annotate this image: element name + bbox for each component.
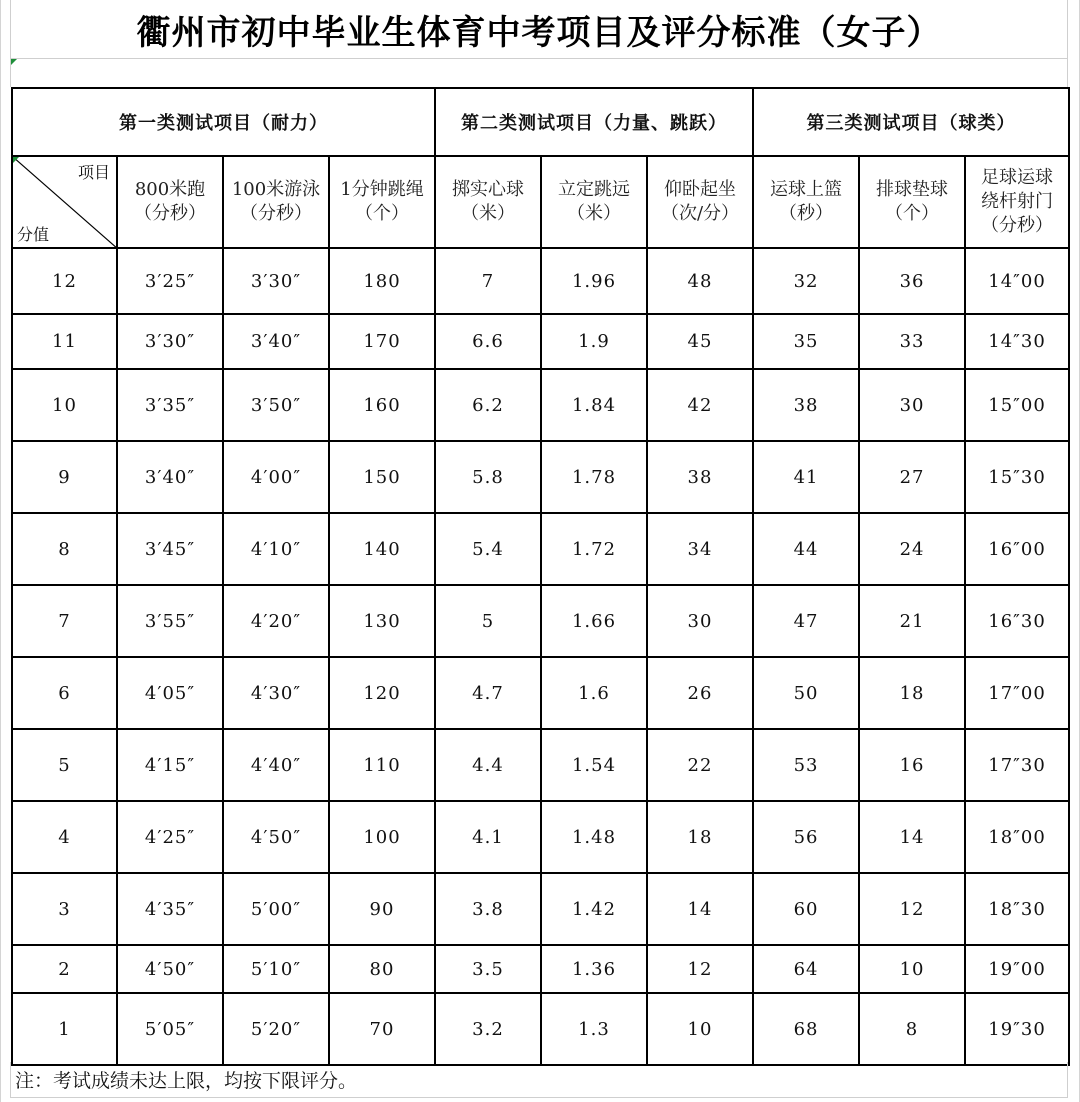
column-header-line: （分秒）	[240, 203, 312, 224]
column-header-line: 100米游泳	[231, 179, 321, 200]
table-cell[interactable]: 60	[753, 873, 859, 945]
category-header[interactable]: 第一类测试项目（耐力）	[12, 88, 435, 156]
column-header-row	[12, 156, 1069, 248]
table-cell[interactable]: 35	[753, 314, 859, 369]
table-cell[interactable]: 5′05″	[117, 993, 223, 1065]
table-cell[interactable]: 56	[753, 801, 859, 873]
column-header-line: （米）	[567, 203, 621, 224]
table-cell[interactable]: 3′35″	[117, 369, 223, 441]
score-cell[interactable]: 5	[12, 729, 117, 801]
column-header[interactable]	[647, 156, 753, 248]
table-cell[interactable]: 14″30	[965, 314, 1069, 369]
table-cell[interactable]: 50	[753, 657, 859, 729]
score-cell[interactable]: 2	[12, 945, 117, 993]
table-cell[interactable]: 110	[329, 729, 435, 801]
table-cell[interactable]: 3′30″	[223, 248, 329, 314]
score-cell[interactable]: 12	[12, 248, 117, 314]
table-row	[12, 801, 1069, 873]
table-cell[interactable]: 14	[647, 873, 753, 945]
diagonal-corner-cell[interactable]	[12, 156, 117, 248]
table-cell[interactable]: 1.36	[541, 945, 647, 993]
table-row	[12, 585, 1069, 657]
column-header[interactable]	[753, 156, 859, 248]
table-cell[interactable]: 80	[329, 945, 435, 993]
table-cell[interactable]: 18″30	[965, 873, 1069, 945]
table-row	[12, 993, 1069, 1065]
table-row	[12, 369, 1069, 441]
table-cell[interactable]: 17″30	[965, 729, 1069, 801]
table-cell[interactable]: 27	[859, 441, 965, 513]
table-cell[interactable]: 21	[859, 585, 965, 657]
table-cell[interactable]: 1.78	[541, 441, 647, 513]
column-header-line: 800米跑	[134, 179, 206, 200]
table-cell[interactable]: 4′15″	[117, 729, 223, 801]
table-cell[interactable]: 14	[859, 801, 965, 873]
title-cell[interactable]	[10, 0, 1068, 59]
score-cell[interactable]: 10	[12, 369, 117, 441]
table-cell[interactable]: 4′40″	[223, 729, 329, 801]
table-row	[12, 945, 1069, 993]
column-header[interactable]	[541, 156, 647, 248]
table-cell[interactable]: 30	[647, 585, 753, 657]
table-cell[interactable]: 4′30″	[223, 657, 329, 729]
table-cell[interactable]: 19″30	[965, 993, 1069, 1065]
table-cell[interactable]: 41	[753, 441, 859, 513]
table-cell[interactable]: 3′45″	[117, 513, 223, 585]
table-cell[interactable]: 16	[859, 729, 965, 801]
table-cell[interactable]: 19″00	[965, 945, 1069, 993]
table-row	[12, 248, 1069, 314]
table-cell[interactable]: 4.4	[435, 729, 541, 801]
table-cell[interactable]: 170	[329, 314, 435, 369]
column-header-line: 绕杆射门	[981, 191, 1054, 212]
table-cell[interactable]: 1.54	[541, 729, 647, 801]
table-cell[interactable]: 53	[753, 729, 859, 801]
page-title: 衢州市初中毕业生体育中考项目及评分标准（女子）	[136, 12, 942, 53]
table-cell[interactable]: 48	[647, 248, 753, 314]
table-cell[interactable]: 5′00″	[223, 873, 329, 945]
column-header-line: 仰卧起坐	[664, 179, 736, 200]
column-header-line: （个）	[885, 203, 940, 224]
table-cell[interactable]: 26	[647, 657, 753, 729]
table-cell[interactable]: 14″00	[965, 248, 1069, 314]
column-header[interactable]	[223, 156, 329, 248]
table-cell[interactable]: 3.5	[435, 945, 541, 993]
table-cell[interactable]: 45	[647, 314, 753, 369]
score-cell[interactable]: 3	[12, 873, 117, 945]
table-cell[interactable]: 5.8	[435, 441, 541, 513]
footnote-text: 注：考试成绩未达上限，均按下限评分。	[15, 1070, 358, 1092]
empty-row[interactable]	[10, 59, 1068, 87]
corner-score-label: 分值	[17, 225, 50, 244]
table-cell[interactable]: 70	[329, 993, 435, 1065]
column-header-line: （分秒）	[134, 203, 206, 224]
table-cell[interactable]: 4′35″	[117, 873, 223, 945]
table-cell[interactable]: 3.2	[435, 993, 541, 1065]
cell-comment-marker-icon	[11, 59, 17, 65]
table-cell[interactable]: 3′25″	[117, 248, 223, 314]
table-cell[interactable]: 32	[753, 248, 859, 314]
table-cell[interactable]: 4′20″	[223, 585, 329, 657]
table-cell[interactable]: 120	[329, 657, 435, 729]
table-cell[interactable]: 44	[753, 513, 859, 585]
column-header[interactable]	[859, 156, 965, 248]
table-cell[interactable]: 30	[859, 369, 965, 441]
table-cell[interactable]: 3′40″	[223, 314, 329, 369]
table-cell[interactable]: 4′50″	[117, 945, 223, 993]
table-cell[interactable]: 5′20″	[223, 993, 329, 1065]
table-cell[interactable]: 150	[329, 441, 435, 513]
table-cell[interactable]: 12	[647, 945, 753, 993]
score-cell[interactable]: 11	[12, 314, 117, 369]
table-cell[interactable]: 130	[329, 585, 435, 657]
column-header-line: 掷实心球	[452, 179, 524, 200]
table-cell[interactable]: 1.48	[541, 801, 647, 873]
category-header-row	[12, 88, 1069, 156]
table-cell[interactable]: 180	[329, 248, 435, 314]
column-header[interactable]	[117, 156, 223, 248]
column-header-line: （个）	[355, 203, 409, 224]
category-header[interactable]: 第三类测试项目（球类）	[753, 88, 1069, 156]
table-cell[interactable]: 18	[859, 657, 965, 729]
table-cell[interactable]: 34	[647, 513, 753, 585]
table-cell[interactable]: 1.66	[541, 585, 647, 657]
table-cell[interactable]: 18″00	[965, 801, 1069, 873]
table-cell[interactable]: 38	[647, 441, 753, 513]
table-row	[12, 513, 1069, 585]
score-cell[interactable]: 6	[12, 657, 117, 729]
table-cell[interactable]: 33	[859, 314, 965, 369]
column-header-line: 足球运球	[981, 167, 1054, 188]
table-cell[interactable]: 15″30	[965, 441, 1069, 513]
table-cell[interactable]: 1.84	[541, 369, 647, 441]
table-row	[12, 314, 1069, 369]
table-cell[interactable]: 4′50″	[223, 801, 329, 873]
table-cell[interactable]: 64	[753, 945, 859, 993]
score-cell[interactable]: 1	[12, 993, 117, 1065]
table-cell[interactable]: 17″00	[965, 657, 1069, 729]
table-row	[12, 729, 1069, 801]
column-header-line: 运球上篮	[770, 179, 843, 200]
table-cell[interactable]: 6.6	[435, 314, 541, 369]
table-cell[interactable]: 10	[859, 945, 965, 993]
column-header-line: （次/分）	[660, 203, 740, 224]
table-cell[interactable]: 7	[435, 248, 541, 314]
table-cell[interactable]: 68	[753, 993, 859, 1065]
score-cell[interactable]: 7	[12, 585, 117, 657]
column-header-line: 立定跳远	[558, 179, 630, 200]
footnote[interactable]	[10, 1062, 1068, 1098]
table-cell[interactable]: 10	[647, 993, 753, 1065]
table-cell[interactable]: 12	[859, 873, 965, 945]
table-cell[interactable]: 4′00″	[223, 441, 329, 513]
column-header[interactable]	[329, 156, 435, 248]
table-cell[interactable]: 16″00	[965, 513, 1069, 585]
table-row	[12, 873, 1069, 945]
table-cell[interactable]: 4′10″	[223, 513, 329, 585]
table-cell[interactable]: 3′55″	[117, 585, 223, 657]
table-cell[interactable]: 3.8	[435, 873, 541, 945]
table-cell[interactable]: 160	[329, 369, 435, 441]
table-cell[interactable]: 47	[753, 585, 859, 657]
table-cell[interactable]: 8	[859, 993, 965, 1065]
column-header-line: （分秒）	[981, 215, 1054, 236]
table-cell[interactable]: 6.2	[435, 369, 541, 441]
score-table	[11, 87, 1070, 1066]
cell-comment-marker-icon	[13, 157, 19, 163]
table-cell[interactable]: 1.72	[541, 513, 647, 585]
table-cell[interactable]: 38	[753, 369, 859, 441]
table-cell[interactable]: 1.96	[541, 248, 647, 314]
table-cell[interactable]: 22	[647, 729, 753, 801]
table-cell[interactable]: 5	[435, 585, 541, 657]
score-cell[interactable]: 4	[12, 801, 117, 873]
table-cell[interactable]: 4.1	[435, 801, 541, 873]
table-cell[interactable]: 18	[647, 801, 753, 873]
table-cell[interactable]: 1.9	[541, 314, 647, 369]
table-cell[interactable]: 3′40″	[117, 441, 223, 513]
column-header-line: （秒）	[779, 203, 834, 224]
column-header-line: 排球垫球	[876, 179, 949, 200]
table-row	[12, 657, 1069, 729]
score-cell[interactable]: 8	[12, 513, 117, 585]
table-cell[interactable]: 90	[329, 873, 435, 945]
table-cell[interactable]: 15″00	[965, 369, 1069, 441]
table-cell[interactable]: 140	[329, 513, 435, 585]
table-cell[interactable]: 100	[329, 801, 435, 873]
table-cell[interactable]: 4′05″	[117, 657, 223, 729]
table-cell[interactable]: 42	[647, 369, 753, 441]
table-cell[interactable]: 1.3	[541, 993, 647, 1065]
table-cell[interactable]: 36	[859, 248, 965, 314]
table-cell[interactable]: 3′50″	[223, 369, 329, 441]
table-cell[interactable]: 1.6	[541, 657, 647, 729]
table-cell[interactable]: 1.42	[541, 873, 647, 945]
score-cell[interactable]: 9	[12, 441, 117, 513]
table-cell[interactable]: 4′25″	[117, 801, 223, 873]
table-cell[interactable]: 5.4	[435, 513, 541, 585]
category-header[interactable]: 第二类测试项目（力量、跳跃）	[435, 88, 753, 156]
table-cell[interactable]: 3′30″	[117, 314, 223, 369]
column-header-line: （米）	[461, 203, 515, 224]
column-header[interactable]	[965, 156, 1069, 248]
table-row	[12, 441, 1069, 513]
table-cell[interactable]: 4.7	[435, 657, 541, 729]
corner-item-label: 项目	[77, 163, 110, 182]
table-cell[interactable]: 24	[859, 513, 965, 585]
column-header[interactable]	[435, 156, 541, 248]
table-cell[interactable]: 5′10″	[223, 945, 329, 993]
table-cell[interactable]: 16″30	[965, 585, 1069, 657]
column-header-line: 1分钟跳绳	[340, 179, 424, 200]
